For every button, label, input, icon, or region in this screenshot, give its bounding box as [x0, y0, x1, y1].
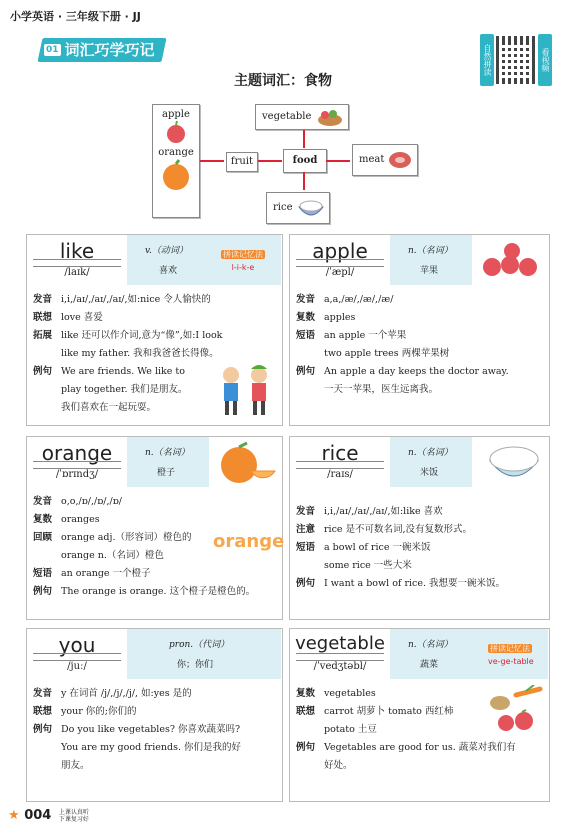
meaning: 橙子	[157, 468, 176, 478]
part-of-speech: n.（名词）	[408, 448, 453, 458]
handwriting-lines	[296, 259, 384, 267]
handwriting-lines	[296, 461, 384, 469]
card-row: 我们喜欢在一起玩耍。	[61, 402, 157, 413]
word-card-orange	[26, 436, 283, 620]
pos-box	[127, 437, 209, 487]
section-number: 01	[46, 45, 59, 55]
memo-split: ve-ge-table	[488, 657, 534, 666]
word-card-like	[26, 234, 283, 426]
section-banner	[44, 38, 155, 62]
page-footer	[8, 808, 89, 823]
card-row: 联想 love 喜爱	[33, 312, 103, 323]
arrow-to-vegetable	[303, 130, 305, 148]
oranges-icon	[217, 441, 277, 487]
meaning: 苹果	[420, 266, 439, 276]
phonetic: /juː/	[67, 661, 87, 672]
mindmap-vegetable-box	[255, 104, 349, 130]
card-row: 朋友。	[61, 760, 90, 771]
card-row: potato 土豆	[324, 724, 377, 735]
handwriting-lines	[33, 259, 121, 267]
card-row: two apple trees 两棵苹果树	[324, 348, 450, 359]
arrow-to-rice	[303, 172, 305, 190]
word: you	[58, 633, 96, 657]
card-row: 复数 oranges	[33, 514, 100, 525]
card-row: 发音 o,o,/ɒ/,/ɒ/,/ɒ/	[33, 496, 122, 507]
card-row: You are my good friends. 你们是我的好	[61, 742, 241, 753]
star-icon: ★	[8, 808, 20, 823]
word-head	[290, 629, 391, 679]
card-row: 短语 an orange 一个橙子	[33, 568, 151, 579]
card-row: orange n.（名词）橙色	[61, 550, 164, 561]
card-body	[296, 503, 543, 593]
word-head	[290, 437, 391, 487]
word-card-apple	[289, 234, 550, 426]
mindmap-rice-box	[266, 192, 330, 224]
card-row: 发音 y 在词首 /j/,/j/,/j/, 如:yes 是的	[33, 688, 192, 699]
section-title: 词汇巧学巧记	[64, 41, 155, 59]
phonetic: /ˈæpl/	[325, 267, 355, 278]
arrow-to-meat	[326, 160, 350, 162]
phonetic: /laɪk/	[64, 267, 90, 278]
mindmap-orange: orange	[158, 147, 194, 158]
apples-icon	[480, 241, 542, 279]
meaning: 喜欢	[159, 266, 178, 276]
part-of-speech: n.（名词）	[408, 640, 453, 650]
handwriting-lines	[33, 653, 121, 661]
arrow-to-fruit-box	[200, 160, 224, 162]
card-row: 例句 I want a bowl of rice. 我想要一碗米饭。	[296, 578, 506, 589]
orange-logo-text: orange	[213, 531, 285, 552]
vegetable-basket-icon	[316, 107, 344, 127]
card-row: 注意 rice 是不可数名词,没有复数形式。	[296, 524, 473, 535]
card-row: 联想 carrot 胡萝卜 tomato 西红柿	[296, 706, 454, 717]
footer-slogan: 上课认真听 下课复习好	[58, 808, 89, 823]
mindmap-vegetable: vegetable	[262, 111, 312, 122]
mindmap-apple: apple	[162, 109, 190, 120]
word-head	[27, 235, 128, 285]
card-row: 好处。	[324, 760, 353, 771]
pos-box	[127, 629, 281, 679]
part-of-speech: v.（动词）	[145, 246, 188, 256]
card-row: 拓展 like 还可以作介词,意为“像”,如:I look	[33, 330, 223, 341]
card-row: 例句 Do you like vegetables? 你喜欢蔬菜吗?	[33, 724, 241, 735]
apple-icon	[163, 120, 189, 144]
mindmap-meat-box	[352, 144, 418, 176]
card-row: 复数 apples	[296, 312, 356, 323]
word: apple	[312, 239, 368, 263]
card-row: 发音 a,a,/æ/,/æ/,/æ/	[296, 294, 394, 305]
theme-title: 主题词汇：食物	[234, 73, 332, 89]
meaning: 你；你们	[177, 660, 214, 670]
card-row: 发音 i,i,/aɪ/,/aɪ/,/aɪ/,如:like 喜欢	[296, 506, 443, 517]
word: orange	[41, 441, 113, 465]
word-card-you	[26, 628, 283, 802]
memo-badge: 拼读记忆法	[490, 644, 530, 653]
word: rice	[321, 441, 359, 465]
card-row: 回顾 orange adj.（形容词）橙色的	[33, 532, 192, 543]
memo-split: l-i-k-e	[231, 263, 255, 272]
mindmap-meat: meat	[359, 154, 385, 165]
phonetic: /ˈɒrɪndʒ/	[55, 469, 99, 480]
mindmap-fruit-box	[152, 104, 200, 218]
card-body	[33, 685, 276, 775]
arrow-to-fruit	[258, 160, 282, 162]
word-card-rice	[289, 436, 550, 620]
mindmap-rice: rice	[273, 202, 293, 213]
meaning: 米饭	[420, 468, 439, 478]
page-header: 小学英语 · 三年级下册 · JJ	[10, 10, 141, 23]
part-of-speech: n.（名词）	[145, 448, 190, 458]
word: vegetable	[295, 633, 385, 654]
handwriting-lines	[296, 653, 384, 661]
card-row: 发音 i,i,/aɪ/,/aɪ/,/aɪ/,如:nice 令人愉快的	[33, 294, 211, 305]
meat-icon	[387, 150, 413, 170]
card-row: like my father. 我和我爸爸长得像。	[61, 348, 219, 359]
part-of-speech: pron.（代词）	[169, 640, 230, 650]
mindmap-fruit: fruit	[226, 152, 258, 172]
card-row: some rice 一些大米	[324, 560, 412, 571]
part-of-speech: n.（名词）	[408, 246, 453, 256]
rice-bowl-icon	[486, 441, 542, 485]
handwriting-lines	[33, 461, 121, 469]
mindmap-center: food	[283, 149, 327, 173]
word-head	[290, 235, 391, 285]
memo-hint	[221, 249, 265, 272]
pos-box	[390, 629, 548, 679]
card-row: 联想 your 你的;你们的	[33, 706, 137, 717]
card-row: 例句 The orange is orange. 这个橙子是橙色的。	[33, 586, 256, 597]
card-row: 短语 an apple 一个苹果	[296, 330, 407, 341]
word-card-vegetable	[289, 628, 550, 802]
memo-badge: 拼读记忆法	[223, 250, 263, 259]
qr-right-label: 看视频	[538, 34, 552, 86]
phonetic: /raɪs/	[327, 469, 353, 480]
word-head	[27, 629, 128, 679]
word-head	[27, 437, 128, 487]
qr-left-label: 自然拼读	[480, 34, 494, 86]
vegetables-icon	[486, 685, 544, 735]
orange-icon	[159, 158, 193, 192]
card-row: 短语 a bowl of rice 一碗米饭	[296, 542, 431, 553]
pos-box	[390, 235, 472, 285]
rice-bowl-icon	[297, 197, 325, 219]
card-row: 例句 Vegetables are good for us. 蔬菜对我们有	[296, 742, 516, 753]
phonetic: /ˈvedʒtəbl/	[313, 661, 367, 672]
card-row: 例句 We are friends. We like to	[33, 366, 185, 377]
meaning: 蔬菜	[420, 660, 439, 670]
page-number: 004	[24, 808, 52, 823]
card-row: 复数 vegetables	[296, 688, 376, 699]
pos-box	[390, 437, 472, 487]
card-body	[296, 291, 543, 399]
word: like	[59, 239, 95, 263]
card-row: 例句 An apple a day keeps the doctor away.	[296, 366, 509, 377]
card-row: 一天一苹果，医生远离我。	[324, 384, 439, 395]
pos-box	[127, 235, 281, 285]
card-row: play together. 我们是朋友。	[61, 384, 188, 395]
children-playing-icon	[215, 363, 277, 419]
memo-hint	[488, 643, 534, 666]
